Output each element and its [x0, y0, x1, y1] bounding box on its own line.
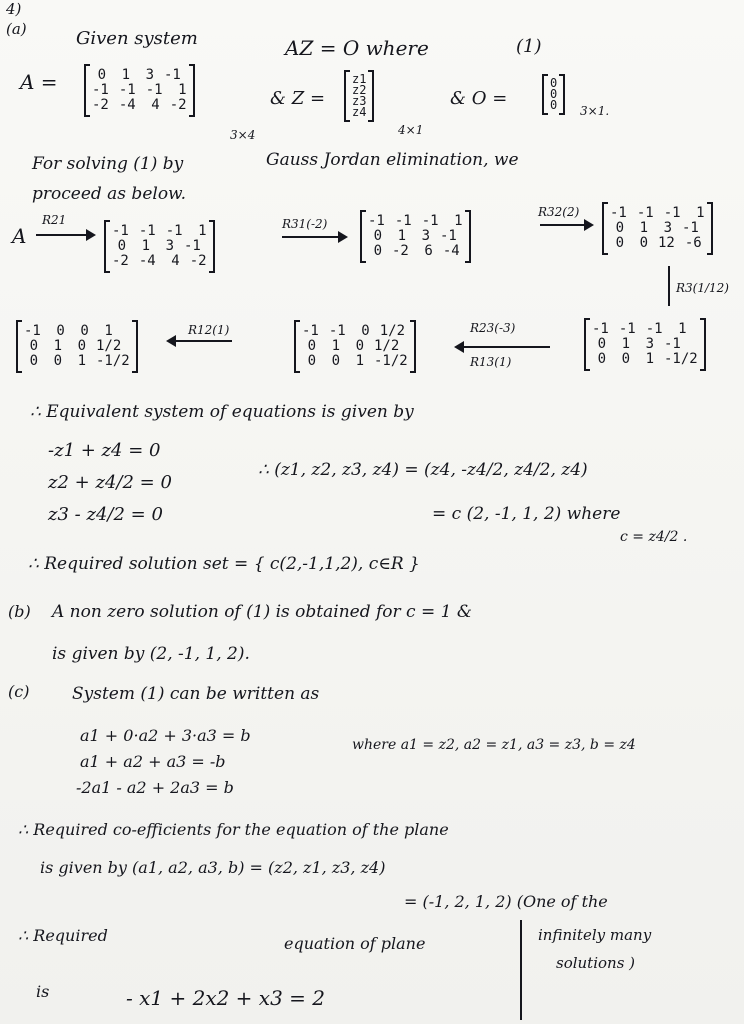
matrix-entry: 1	[621, 336, 630, 352]
matrix-entry: -1	[328, 323, 346, 339]
coefficients-line-3: = (-1, 2, 1, 2) (One of the	[404, 892, 608, 911]
matrix-entry: 0	[80, 323, 89, 339]
matrix-entry: -1	[112, 223, 129, 239]
divider-line	[520, 920, 522, 1020]
arrow-r3-down	[668, 266, 670, 306]
matrix-entry: -1	[682, 220, 699, 236]
plane-equation-1: a1 + 0·a2 + 3·a3 = b	[80, 726, 251, 745]
matrix-entry: 6	[424, 243, 433, 259]
op-r12: R12(1)	[188, 323, 230, 337]
op-r23: R23(-3)	[470, 321, 516, 335]
matrix-a-label: A =	[20, 70, 58, 94]
matrix-entry: 3	[165, 238, 174, 254]
step-a-label: A	[12, 224, 27, 248]
matrix-entry: 1	[178, 82, 187, 98]
matrix-entry: 0	[307, 353, 316, 369]
matrix-entry: -1	[592, 321, 609, 337]
matrix-entry: 0	[615, 220, 624, 236]
matrix-entry: -1	[24, 323, 41, 339]
matrix-entry: -1	[663, 205, 681, 221]
matrix-entry: 1	[397, 228, 406, 244]
part-c-line-1: System (1) can be written as	[72, 684, 320, 704]
part-b-label: (b)	[8, 602, 31, 621]
arrow-r12	[168, 340, 232, 342]
matrix-row	[368, 244, 463, 259]
matrix-entry: 0	[117, 238, 126, 254]
matrix-entry: 3	[145, 67, 154, 83]
matrix-row	[112, 224, 207, 239]
matrix-entry: 0	[355, 338, 364, 354]
op-r13: R13(1)	[470, 355, 512, 369]
coefficients-line-1: ∴ Required co-efficients for the equation of the plane	[18, 820, 449, 839]
matrix-row	[24, 339, 130, 354]
matrix-entry: 0	[615, 235, 624, 251]
given-system-text: Given system	[76, 28, 198, 49]
arrow-r32	[540, 224, 592, 226]
vector-entry: 0	[550, 98, 558, 112]
matrix-entry: -2	[189, 253, 207, 269]
matrix-entry: 3	[663, 220, 672, 236]
matrix-row	[592, 352, 698, 367]
matrix-entry: -2	[92, 97, 109, 113]
matrix-entry: 1	[77, 353, 86, 369]
plane-intro-1: ∴ Required	[18, 926, 108, 945]
matrix-entry: 1	[645, 351, 654, 367]
matrix-row	[92, 98, 187, 113]
o-dim: 3×1.	[580, 104, 610, 118]
matrix-entry: 0	[373, 243, 382, 259]
matrix-entry: 4	[171, 253, 180, 269]
matrix-entry: -4	[442, 243, 460, 259]
matrix-entry: 1	[121, 67, 130, 83]
infinitely-many-1: infinitely many	[538, 926, 652, 944]
matrix-entry: 0	[29, 353, 38, 369]
matrix-entry: 1/2	[374, 338, 400, 354]
matrix-entry: 12	[658, 235, 675, 251]
matrix-entry: -1	[368, 213, 385, 229]
matrix-entry: -1	[618, 321, 636, 337]
matrix-entry: 1/2	[96, 338, 122, 354]
matrix-entry: 0	[56, 323, 65, 339]
matrix-entry: -6	[684, 235, 702, 251]
equation-2: z2 + z4/2 = 0	[48, 472, 172, 493]
matrix-step-3	[602, 204, 713, 253]
plane-intro-2: equation of plane	[284, 934, 426, 953]
part-c-label: (c)	[8, 682, 30, 701]
matrix-entry: 0	[639, 235, 648, 251]
plane-equation-3: -2a1 - a2 + 2a3 = b	[76, 778, 234, 797]
matrix-entry: 1	[454, 213, 463, 229]
question-number: 4)	[6, 0, 22, 18]
matrix-entry: 0	[597, 351, 606, 367]
matrix-row	[302, 324, 408, 339]
matrix-entry: 0	[29, 338, 38, 354]
matrix-entry: -1	[302, 323, 319, 339]
matrix-row	[592, 322, 698, 337]
matrix-entry: 1	[678, 321, 687, 337]
matrix-entry: -1	[440, 228, 457, 244]
matrix-entry: 1/2	[379, 323, 406, 339]
z-dim: 4×1	[398, 123, 424, 137]
matrix-entry: -1	[92, 82, 109, 98]
matrix-entry: 0	[621, 351, 630, 367]
matrix-entry: 1	[141, 238, 150, 254]
parametric-solution: = c (2, -1, 1, 2) where	[432, 504, 621, 524]
matrix-entry: 0	[597, 336, 606, 352]
equivalent-system-heading: ∴ Equivalent system of equations is given by	[30, 402, 414, 422]
matrix-entry: -1/2	[96, 353, 130, 369]
matrix-entry: -2	[169, 97, 187, 113]
matrix-entry: 1	[639, 220, 648, 236]
matrix-entry: 1	[355, 353, 364, 369]
arrow-r31	[282, 236, 346, 238]
op-r32: R32(2)	[538, 205, 580, 219]
vector-entry: z1	[352, 72, 367, 86]
matrix-entry: 1	[331, 338, 340, 354]
matrix-a-dim: 3×4	[230, 128, 256, 142]
solution-set: ∴ Required solution set = { c(2,-1,1,2), c∈R }	[28, 554, 420, 574]
z-label: & Z =	[270, 88, 326, 109]
matrix-entry: -1	[610, 205, 627, 221]
variable-mapping: where a1 = z2, a2 = z1, a3 = z3, b = z4	[352, 737, 636, 753]
matrix-entry: 0	[373, 228, 382, 244]
matrix-step-5	[294, 322, 416, 371]
system-equation: AZ = O where	[285, 36, 429, 60]
matrix-entry: -1	[664, 336, 681, 352]
coefficients-line-2: is given by (a1, a2, a3, b) = (z2, z1, z3, z4)	[40, 858, 386, 877]
vector-z	[344, 72, 374, 120]
matrix-entry: 0	[77, 338, 86, 354]
matrix-row	[610, 206, 705, 221]
matrix-entry: -1	[145, 82, 163, 98]
matrix-step-1	[104, 222, 215, 271]
matrix-row	[302, 354, 408, 369]
matrix-row	[368, 229, 463, 244]
o-label: & O =	[450, 88, 508, 109]
intro-line-3: proceed as below.	[32, 184, 186, 204]
vector-entry: z4	[352, 105, 367, 119]
matrix-entry: 3	[645, 336, 654, 352]
matrix-entry: 0	[97, 67, 106, 83]
op-r21: R21	[42, 213, 67, 227]
matrix-entry: -1/2	[664, 351, 698, 367]
intro-line-2: Gauss Jordan elimination, we	[266, 150, 519, 170]
matrix-step-2	[360, 212, 471, 261]
matrix-entry: 4	[151, 97, 160, 113]
matrix-entry: -1	[394, 213, 412, 229]
matrix-row	[92, 83, 187, 98]
matrix-row	[112, 254, 207, 269]
plane-intro-3: is	[36, 982, 50, 1001]
arrow-r23-r13	[456, 346, 550, 348]
part-b-line-2: is given by (2, -1, 1, 2).	[52, 644, 250, 664]
matrix-entry: -1	[636, 205, 654, 221]
matrix-entry: -1	[165, 223, 183, 239]
matrix-row	[368, 214, 463, 229]
infinitely-many-2: solutions )	[556, 954, 636, 972]
matrix-row	[610, 221, 705, 236]
matrix-entry: -2	[392, 243, 409, 259]
matrix-step-6	[16, 322, 138, 371]
matrix-entry: -1	[138, 223, 156, 239]
equation-tag: (1)	[516, 36, 542, 57]
plane-equation-2: a1 + a2 + a3 = -b	[80, 752, 226, 771]
matrix-row	[112, 239, 207, 254]
matrix-entry: 1	[696, 205, 705, 221]
matrix-row	[24, 324, 130, 339]
matrix-entry: 1	[104, 323, 113, 339]
parameter-definition: c = z4/2 .	[620, 529, 688, 545]
matrix-entry: -4	[118, 97, 136, 113]
matrix-entry: -1	[421, 213, 439, 229]
vector-o	[542, 76, 565, 113]
matrix-entry: -4	[138, 253, 156, 269]
vector-entry: z3	[352, 94, 367, 108]
vector-entry: 0	[550, 76, 558, 90]
part-a-label: (a)	[6, 20, 27, 38]
matrix-entry: -2	[112, 253, 129, 269]
part-b-line-1: A non zero solution of (1) is obtained for c = 1 &	[52, 602, 472, 622]
matrix-row	[592, 337, 698, 352]
matrix-a	[84, 66, 195, 115]
matrix-step-4	[584, 320, 706, 369]
matrix-row	[24, 354, 130, 369]
arrow-r21	[36, 234, 94, 236]
matrix-entry: 0	[53, 353, 62, 369]
intro-line-1: For solving (1) by	[32, 154, 184, 174]
vector-entry: 0	[550, 87, 558, 101]
matrix-entry: -1/2	[374, 353, 408, 369]
matrix-entry: 3	[421, 228, 430, 244]
matrix-entry: -1	[118, 82, 136, 98]
final-plane-equation: - x1 + 2x2 + x3 = 2	[126, 986, 325, 1010]
matrix-row	[610, 236, 705, 251]
equation-1: -z1 + z4 = 0	[48, 440, 161, 461]
general-solution: ∴ (z1, z2, z3, z4) = (z4, -z4/2, z4/2, z4)	[258, 460, 588, 480]
matrix-entry: -1	[645, 321, 663, 337]
matrix-entry: 0	[361, 323, 370, 339]
matrix-row	[302, 339, 408, 354]
matrix-entry: 1	[198, 223, 207, 239]
matrix-entry: 0	[307, 338, 316, 354]
matrix-entry: 1	[53, 338, 62, 354]
matrix-entry: -1	[164, 67, 181, 83]
op-r31: R31(-2)	[282, 217, 328, 231]
matrix-row	[92, 68, 187, 83]
equation-3: z3 - z4/2 = 0	[48, 504, 163, 525]
op-r3: R3(1/12)	[676, 281, 729, 295]
matrix-entry: -1	[184, 238, 201, 254]
matrix-entry: 0	[331, 353, 340, 369]
vector-entry: z2	[352, 83, 367, 97]
